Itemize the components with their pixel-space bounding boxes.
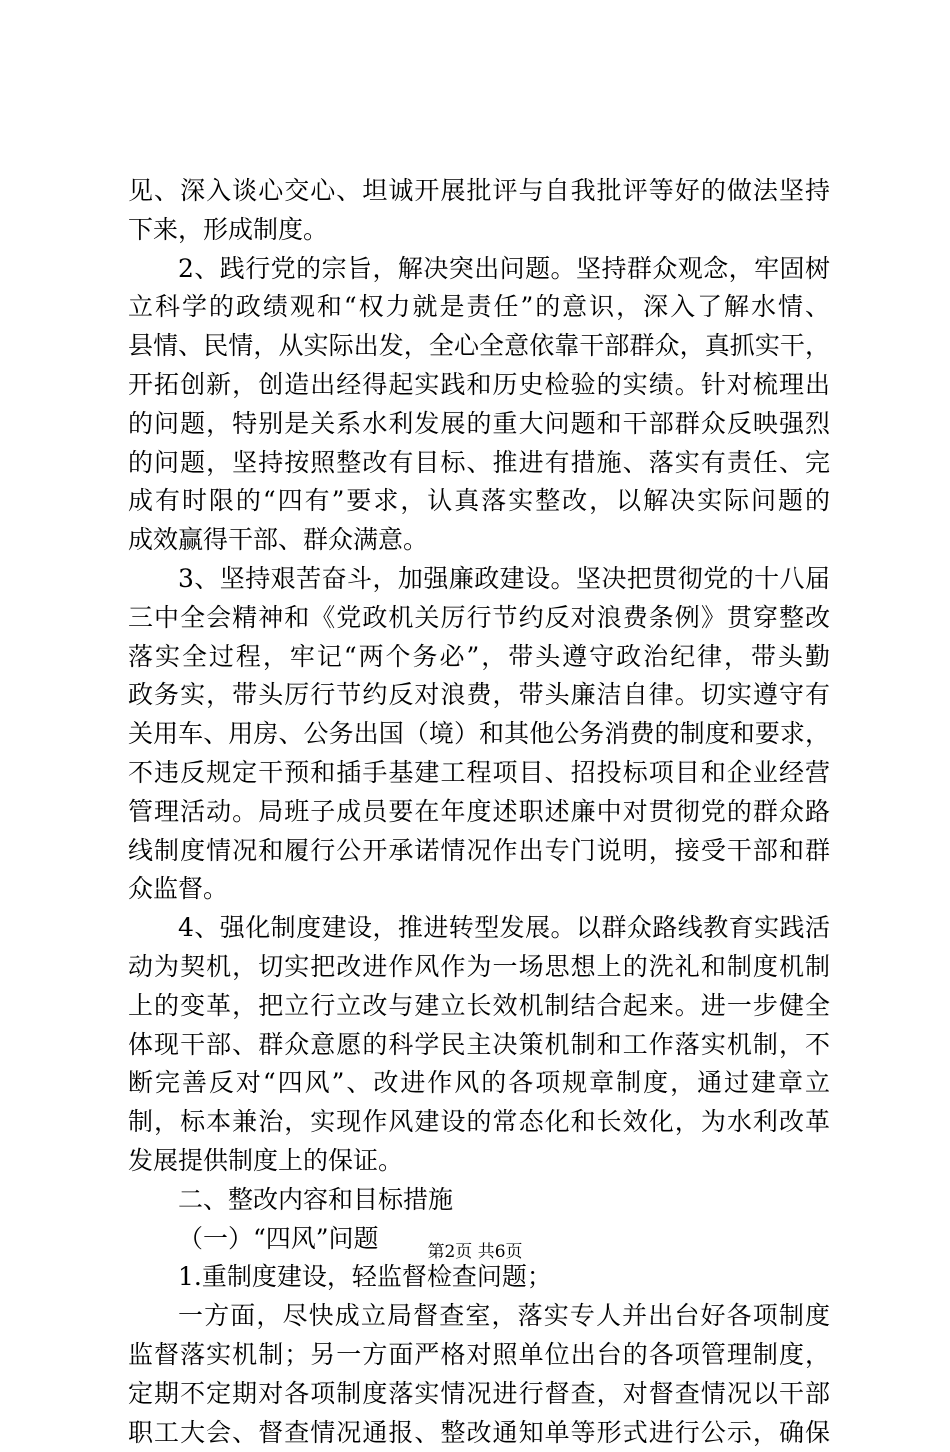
text-line: 众监督。 xyxy=(128,870,830,909)
section-heading-2: 2、践行党的宗旨，解决突出问题。坚持群众观念，牢固树 xyxy=(128,250,830,289)
text-line: 的问题，特别是关系水利发展的重大问题和干部群众反映强烈 xyxy=(128,405,830,444)
text-line: 断完善反对“四风”、改进作风的各项规章制度，通过建章立 xyxy=(128,1064,830,1103)
text-line: 体现干部、群众意愿的科学民主决策机制和工作落实机制，不 xyxy=(128,1026,830,1065)
text-line: 线制度情况和履行公开承诺情况作出专门说明，接受干部和群 xyxy=(128,832,830,871)
text-line: 成有时限的“四有”要求，认真落实整改，以解决实际问题的 xyxy=(128,482,830,521)
text-line: 见、深入谈心交心、坦诚开展批评与自我批评等好的做法坚持 xyxy=(128,172,830,211)
section-heading-3: 3、坚持艰苦奋斗，加强廉政建设。坚决把贯彻党的十八届 xyxy=(128,560,830,599)
text-line: 制，标本兼治，实现作风建设的常态化和长效化，为水利改革 xyxy=(128,1103,830,1142)
item-heading: 1.重制度建设，轻监督检查问题； xyxy=(128,1258,830,1297)
text-line: 不违反规定干预和插手基建工程项目、招投标项目和企业经营 xyxy=(128,754,830,793)
text-line: 三中全会精神和《党政机关厉行节约反对浪费条例》贯穿整改 xyxy=(128,599,830,638)
text-line: 动为契机，切实把改进作风作为一场思想上的洗礼和制度机制 xyxy=(128,948,830,987)
page-number-footer: 第2页 共6页 xyxy=(0,1240,950,1264)
section-title: 二、整改内容和目标措施 xyxy=(128,1181,830,1220)
text-line: 定期不定期对各项制度落实情况进行督查，对督查情况以干部 xyxy=(128,1375,830,1414)
text-line: 立科学的政绩观和“权力就是责任”的意识，深入了解水情、 xyxy=(128,288,830,327)
text-line: 开拓创新，创造出经得起实践和历史检验的实绩。针对梳理出 xyxy=(128,366,830,405)
text-line: 下来，形成制度。 xyxy=(128,211,830,250)
text-line: 一方面，尽快成立局督查室，落实专人并出台好各项制度 xyxy=(128,1297,830,1336)
subsection-title: （一）“四风”问题 xyxy=(128,1220,830,1259)
text-line: 政务实，带头厉行节约反对浪费，带头廉洁自律。切实遵守有 xyxy=(128,676,830,715)
text-line: 上的变革，把立行立改与建立长效机制结合起来。进一步健全 xyxy=(128,987,830,1026)
text-line: 发展提供制度上的保证。 xyxy=(128,1142,830,1181)
text-line: 监督落实机制；另一方面严格对照单位出台的各项管理制度， xyxy=(128,1336,830,1375)
text-line: 的问题，坚持按照整改有目标、推进有措施、落实有责任、完 xyxy=(128,444,830,483)
text-line: 职工大会、督查情况通报、整改通知单等形式进行公示，确保 xyxy=(128,1414,830,1452)
text-line: 关用车、用房、公务出国（境）和其他公务消费的制度和要求， xyxy=(128,715,830,754)
text-line: 县情、民情，从实际出发，全心全意依靠干部群众，真抓实干， xyxy=(128,327,830,366)
section-heading-4: 4、强化制度建设，推进转型发展。以群众路线教育实践活 xyxy=(128,909,830,948)
text-line: 管理活动。局班子成员要在年度述职述廉中对贯彻党的群众路 xyxy=(128,793,830,832)
text-line: 成效赢得干部、群众满意。 xyxy=(128,521,830,560)
text-line: 落实全过程，牢记“两个务必”，带头遵守政治纪律，带头勤 xyxy=(128,638,830,677)
